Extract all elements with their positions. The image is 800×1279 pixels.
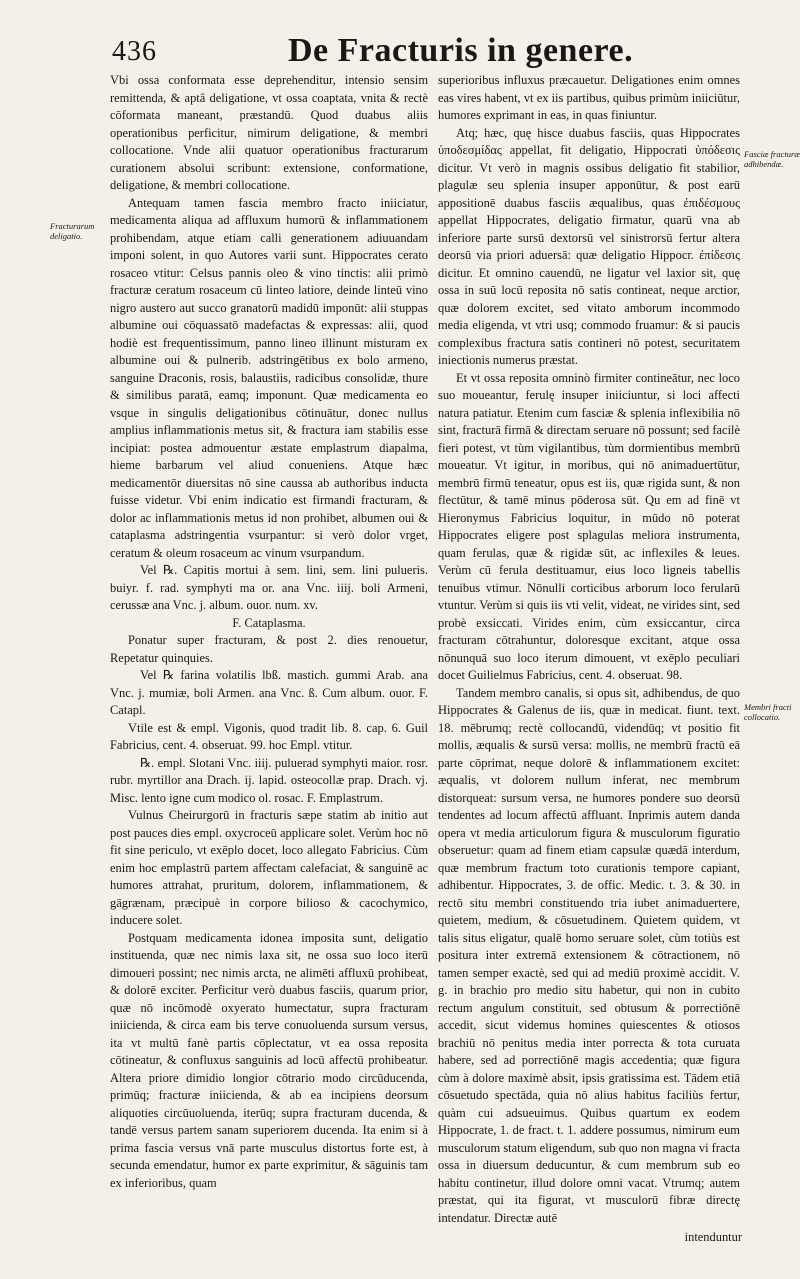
paragraph: Vulnus Cheirurgorū in fracturis sæpe statim ab initio aut post pauces dies empl. oxycroceū applicare solet. Verùm hoc nō fit sine periculo, vt exēplo docet, loco allegato Fabricius. Cùm enim hoc emplastrū partem affectam calefaciat, & sanguinē ac humores attrahat, pruritum, dolorem, inflammationem, & gāgrænam, præcipuè in corpore bilioso & cacochymico, inducere solet. xyxy=(110,808,428,927)
recipe-subscription: F. Cataplasma. xyxy=(232,615,306,630)
left-text-column xyxy=(110,72,428,1192)
recipe-paragraph: ℞. empl. Slotani Vnc. iiij. puluerad symphyti maior. rosr. rubr. myrtillor ana Drach. ij. lapid. osteocollæ prap. Drach. vj. Misc. lento igne cum modico ol. rosac. F. Emplastrum. xyxy=(110,755,428,805)
paragraph: Et vt ossa reposita omninò firmiter contineātur, nec loco suo moueantur, ferulę insuper iniiciuntur, si loci affecti natura patiatur. Etenim cum fasciæ & splenia inflexibilia nō sint, fracturā firmā & directam seruare nō possunt; sed facilè fieri potest, vt tùm vigilantibus, tùm dormientibus membrū moueatur. Vt igitur, in moribus, qui nō animaduertūtur, membrū firmū teneatur, opus est iis, quæ rigida sunt, & non flectūtur, & tamē minus pōderosa sūt. Qu em ad finē vt Hieronymus Fabricius loquitur, in mūdo nō poterat Hippocrates eligere post splagulas meliora instrumenta, quam ferulas, quæ & rigidæ sūt, ac inflexiles & leues. Verùm cū ferula destituamur, eius loco ligneis tabellis tenuibus vtimur. Nōnulli corticibus arborum loco ferularū vtuntur. Verùm si quis iis vti velit, videat, ne virides sint, sed probè exsiccati. Virides enim, cùm exsiccantur, circa fracturam cōtrahuntur, doloresque excitant, atque ossa nōnunquā suo loco iterum dimouent, vt exēplo peculiari docet Guilielmus Fabricius, cent. 4. obseruat. 98. xyxy=(438,370,740,682)
margin-note-fasciae: Fasciæ fracturæ adhibendæ. xyxy=(744,149,800,169)
page-header xyxy=(0,32,800,72)
catchword: intenduntur xyxy=(684,1230,742,1244)
margin-note-deligatio: Fracturarum deligatio. xyxy=(50,221,95,241)
paragraph: Vbi ossa conformata esse deprehenditur, intensio sensim remittenda, & aptâ deligatione, vt ossa coaptata, vnita & rectè cōformata maneant, præstandū. Quod duabus aliis operationibus perficitur, nimirum deligatione, & membri collocatione. Vnde alii quatuor operationibus fracturarum curationem absolui scribunt: extensione, conformatione, deligatione, & membri collocatione. xyxy=(110,73,428,192)
recipe-paragraph: Vel ℞ farina volatilis lbß. mastich. gummi Arab. ana Vnc. j. mumiæ, boli Armen. ana Vnc. ß. Cum album. ouor. F. Catapl. xyxy=(110,668,428,717)
recipe-paragraph: Vel ℞. Capitis mortui à sem. lini, sem. lini pulueris. buiyr. f. rad. symphyti ma or. ana Vnc. iiij. boli Armeni, cerussæ ana Vnc. j. album. ouor. num. xv. xyxy=(110,563,428,612)
paragraph: Tandem membro canalis, si opus sit, adhibendus, de quo Hippocrates & Galenus de iis, quæ in medicat. fiunt. text. 18. mēbrumq; rectè collocandū, videndūq; vt positio fit mollis, æqualis & sursū versa: mollis, ne membrū fractū eā parte cōprimat, neque dolorē & inflammationem excitet: æqualis, vt dolorem nullum inferat, nec membrum distorqueat: sursum versa, ne humores pondere suo deorsū tendentes ad locum affectū affluant. Inprimis autem danda opera vt media articulorum figura & musculorum figuratio obseruetur: quam ad finem etiam capsulæ quædā interdum, quæ membrum fractum toto curationis tempore capiant, adhibentur. Hippocrates, 3. de offic. Medic. t. 3. & 30. in rectō situ membri constituendo tria iubet animaduertere, quietem, medium, & cōsuetudinem. Quietem quidem, vt talis situs eligatur, qualē homo seruare solet, cùm totiùs est positura inter extremā extensionem & cōtractionem, nō tamen semper exactè, sed qui ad mediū proximè accidit. V. g. in brachio pro medio situ habetur, qui non in cubito rectum angulum constituit, sed obtusum & porrectiōnē accedit, sicut videmus homines quiescentes & otiosos brachiū nō penitus media inter porrecta & tota curuata habere, sed ad porrectiōnē magis accedentia; quæ figura cùm à dolore maximè absit, ipsis gratissima est. Tādem etiā cōsuetudo spectāda, quia nō alius habitus faciliùs fertur, quàm cui adsueuimus. Quibus quartum ex eodem Hippocrate, 1. de fract. t. 1. addere possumus, nimirum eum musculorum statum eligendum, sub quo non magna vi fracta ossa in diuersum deducuntur, & cum membrum sub eo habitu continetur, illud dolore omni vacat. Vtrumq; autem præstat, qui ita figurat, vt musculorū fibræ directę intendatur. Directæ autē xyxy=(438,685,740,1225)
paragraph: Vtile est & empl. Vigonis, quod tradit lib. 8. cap. 6. Guil Fabricius, cent. 4. obseruat. 99. hoc Empl. vtitur. xyxy=(110,720,428,752)
right-text-column xyxy=(438,72,740,1227)
paragraph: Postquam medicamenta idonea imposita sunt, deligatio instituenda, quæ nec nimis laxa sit, ne ossa suo loco iterū dimoueri possint; nec nimis arcta, ne alimēti affluxū prohibeat, & dolorē exciter. Perficitur verò duabus fasciis, quarum prior, quæ nō incōmodè oxyerato humectatur, supra fracturam iniicienda, & circa eam bis terve conuoluenda sursum versus, ita vt multū fanè partis cōplectatur, vt ea ossa reposita cōtineatur, & confluxus sanguinis ad locū affectū prohibeatur. Altera priore dimidio longior cōtrario modo circūducenda, primūq; fracturæ iniicienda, & ab ea incipiens deorsum aliquoties circūuoluenda, iterūq; supra fracturam ducenda, & tandē versus partem sanam superiorem ducenda. Ita enim si à prima fascia versus vnā parte musculus distortus forte est, à secunda emendatur, humor ex parte exprimitur, & sāguinis tam ex inferioribus, quam xyxy=(110,930,428,1190)
running-title: De Fracturis in genere. xyxy=(288,32,634,69)
page-number: 436 xyxy=(112,36,157,67)
paragraph: Atq; hæc, quę hisce duabus fasciis, quas Hippocrates ὑποδεσμίδας appellat, fit deligatio, Hippocrati ὑπόδεσις dicitur. Vt verò in magnis ossibus deligatio fit stabilior, plagulæ seu splenia insuper apponūtur, & post earū appositionē duabus fasciis æqualibus, quas ἐπιδέσμους appellat Hippocrates, deligatio firmatur, quarū vna ab inferiore parte sursū dextorsū vel sinistrorsū fertur altera deorsū via priori aduersā: quæ deligatio Hippocr. ἐπίδεσις dicitur. Et omnino cauendū, ne ligatur vel laxior sit, quę ossa in suū locū reposita nō satis contineat, neque arctior, quæ dolorem excitet, sed vitato amborum incommodo media eligenda, vt vtri usq; commodo fruamur: & si paucis complexibus fractura satis contineri nō potest, securitatem iniectionis numerus præstat. xyxy=(438,125,740,367)
paragraph: Ponatur super fracturam, & post 2. dies renouetur, Repetatur quinquies. xyxy=(110,633,428,665)
paragraph: superioribus influxus præcauetur. Deligationes enim omnes eas vires habent, vt ex iis partibus, quibus primùm iniiciūtur, humores exprimant in eas, in quas finiuntur. xyxy=(438,73,740,122)
paragraph: Antequam tamen fascia membro fracto iniiciatur, medicamenta aliqua ad affluxum humorū & inflammationem prohibendam, atque etiam calli generationem adiuuandam imponi solent, in quo Autores varii sunt. Hippocrates cerato rosaceo vtitur: Celsus pannis oleo & vino tinctis: alii primò fracturæ ceratum rosaceum cū linteo latiore, deinde linteū vino nigro austero aut succo granatorū madidū imponūt: alii stuppas albumine oui cōquassatō madefactas & expressas: alii, quod hodiè est frequentissimum, panno lineo illinunt misturam ex albumine oui & pulnerib. adstringētibus ex bolo armeno, sanguine Draconis, rosis, balaustiis, radicibus consolidæ, thure & similibus paratā, eamq; imponunt. Quæ medicamenta eo vsque in singulis deligationibus cōtinuātur, donec nullus amplius inflammationis metus sit, & fractura iam stabilis esse incipiat: postea admouentur æstate emplastrum diapalma, hieme barbarum vel aliud conueniens. Atque hæc medicamentōr diuersitas nō sine caussa ab authoribus inducta fuisse videtur. Vbi enim indicatio est firmandi fracturam, & dolor ac inflammationis metus id non prohibet, albumen oui & cataplasma adstringentia vsurpantur: si verò dolor vrget, ceratum & oleum rosaceum ac vinum vsurpandum. xyxy=(110,195,428,560)
margin-note-collocatio: Membri fracti collocatio. xyxy=(744,702,792,722)
